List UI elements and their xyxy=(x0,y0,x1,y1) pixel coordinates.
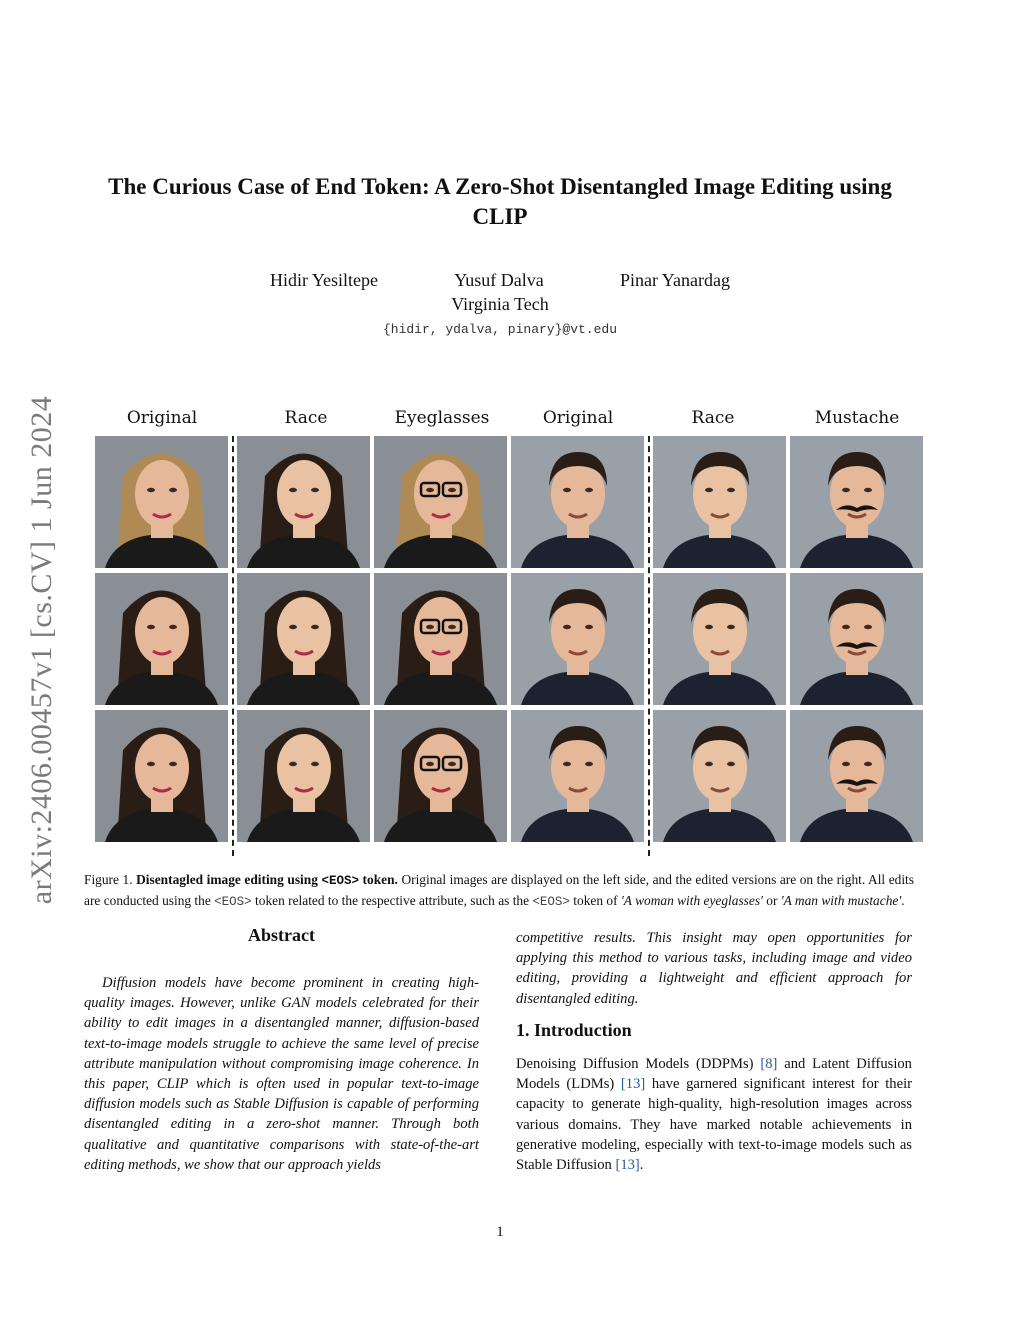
portrait-image xyxy=(237,436,370,568)
caption-bold-end: token. xyxy=(362,872,398,887)
caption-bold-title: Disentagled image editing using xyxy=(136,872,318,887)
dashed-separator xyxy=(648,436,650,856)
portrait-image xyxy=(653,710,786,842)
column-header-eyeglasses: Eyeglasses xyxy=(394,408,490,428)
portrait-image xyxy=(95,436,228,568)
introduction-body xyxy=(516,1054,912,1175)
affiliation: Virginia Tech xyxy=(451,294,549,314)
paper-title: The Curious Case of End Token: A Zero-Shot Disentangled Image Editing using CLIP xyxy=(108,174,892,229)
portrait-image xyxy=(653,573,786,705)
caption-text: token related to the respective attribute, such as the xyxy=(255,893,530,908)
figure-1-image-grid xyxy=(95,408,925,848)
arxiv-identifier-stamp: arXiv:2406.00457v1 [cs.CV] 1 Jun 2024 xyxy=(25,395,58,905)
introduction-heading: 1. Introduction xyxy=(516,1020,632,1040)
column-header-race: Race xyxy=(284,408,328,428)
page-number: 1 xyxy=(496,1224,504,1240)
portrait-image xyxy=(95,710,228,842)
portrait-image xyxy=(511,573,644,705)
caption-text: token of xyxy=(573,893,618,908)
portrait-image xyxy=(790,710,923,842)
citation-link[interactable]: [8] xyxy=(760,1056,778,1072)
portrait-image xyxy=(374,436,507,568)
portrait-image xyxy=(790,573,923,705)
figure-column-headers xyxy=(95,408,925,434)
figure-caption xyxy=(84,870,914,912)
intro-text: have garnered significant interest for their capacity to generate high-quality, high-resolution images across various domains. They have marked notable achievements in generative modeling, especially with text-to-image models such as Stable Diffusion xyxy=(516,1076,912,1174)
column-header-original: Original xyxy=(126,408,198,428)
caption-token: <EOS> xyxy=(214,895,252,909)
portrait-image xyxy=(237,710,370,842)
portrait-image xyxy=(511,436,644,568)
author-name: Pinar Yanardag xyxy=(619,270,730,290)
author-emails: {hidir, ydalva, pinary}@vt.edu xyxy=(382,322,618,337)
portrait-image xyxy=(511,710,644,842)
citation-link[interactable]: [13] xyxy=(615,1157,640,1174)
column-header-mustache: Mustache xyxy=(814,408,900,428)
portrait-image xyxy=(374,573,507,705)
intro-text: . xyxy=(639,1157,644,1174)
caption-quote: 'A man with mustache' xyxy=(780,893,902,908)
column-header-original: Original xyxy=(542,408,614,428)
column-header-race: Race xyxy=(691,408,735,428)
portrait-image xyxy=(237,573,370,705)
portrait-image xyxy=(95,573,228,705)
portrait-image xyxy=(374,710,507,842)
caption-text: . xyxy=(901,893,905,908)
abstract-continuation: competitive results. This insight may open opportunities for applying this method to various tasks, including image and video editing, providing a lightweight and efficient approach for disentangled editing. xyxy=(516,930,912,1007)
portrait-image xyxy=(653,436,786,568)
intro-text: and Latent Diffusion Models (LDMs) xyxy=(516,1056,912,1093)
caption-token: <EOS> xyxy=(532,895,570,909)
caption-bold-token: <EOS> xyxy=(321,874,359,888)
dashed-separator xyxy=(232,436,234,856)
caption-prefix: Figure 1. xyxy=(84,872,133,887)
caption-text: Original images are displayed on the left side, and the edited versions are on the right. All edits are conducted using the xyxy=(84,872,914,908)
abstract-heading: Abstract xyxy=(248,925,315,945)
author-name: Yusuf Dalva xyxy=(454,270,544,290)
caption-quote: 'A woman with eyeglasses' xyxy=(620,893,763,908)
caption-text: or xyxy=(766,893,778,908)
portrait-image xyxy=(790,436,923,568)
author-name: Hidir Yesiltepe xyxy=(270,270,378,290)
author-list xyxy=(270,270,730,291)
abstract-body: Diffusion models have become prominent in creating high-quality images. However, unlike GAN models celebrated for their ability to edit images in a disentangled manner, diffusion-based text-to-image models struggle to achieve the same level of precise attribute manipulation without compromising image coherence. In this paper, CLIP which is often used in popular text-to-image diffusion models such as Stable Diffusion is capable of performing disentangled editing in a zero-shot manner. Through both qualitative and quantitative comparisons with state-of-the-art editing methods, we show that our approach yields xyxy=(84,975,479,1173)
intro-text: Denoising Diffusion Models (DDPMs) xyxy=(516,1056,754,1072)
citation-link[interactable]: [13] xyxy=(620,1076,646,1093)
